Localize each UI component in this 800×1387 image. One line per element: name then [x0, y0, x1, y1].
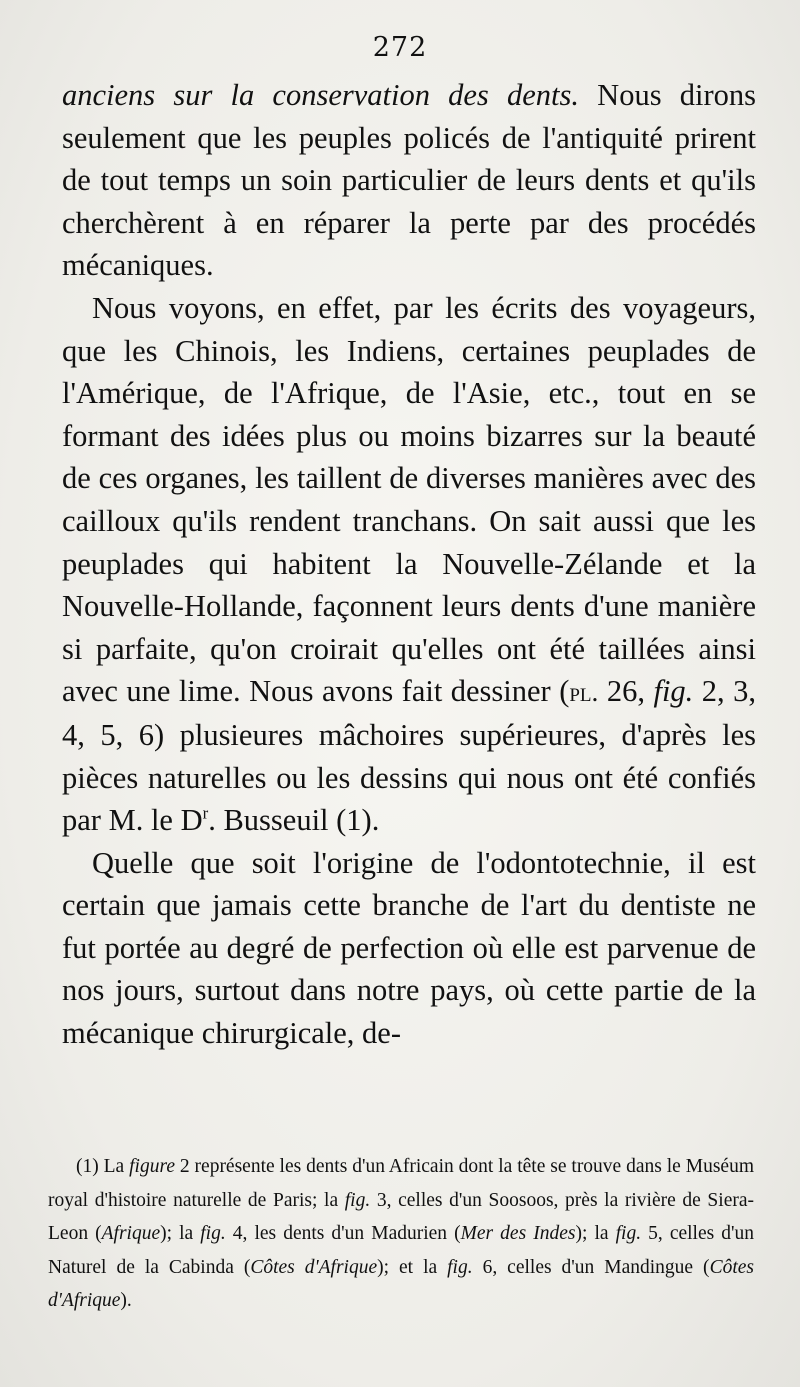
text-span: r [202, 803, 209, 823]
text-span: fig. [653, 674, 694, 709]
text-span: ); et la [377, 1256, 448, 1278]
text-span: Nous voyons, en effet, par les écrits des voyageurs, que les Chinois, les Indiens, certaines peuplades de l'Amérique, de l'Afrique, de l'Asie, etc., tout en se formant des idées plus ou moins bizarres sur la beauté de ces organes, les taillent de diverses manières avec des cailloux qu'ils rendent tranchans. On sait aussi que les peuplades qui habitent la Nouvelle-Zélande et la Nouvelle-Hollande, façonnent leurs dents d'une manière si parfaite, qu'on croirait qu'elles ont été taillées ainsi avec une lime. Nous avons fait dessiner ( [62, 290, 756, 709]
text-span: (1) La [76, 1156, 130, 1177]
text-span: ); la [575, 1223, 616, 1244]
text-span: 4, les dents d'un Madurien ( [225, 1223, 461, 1244]
text-span: anciens sur la conservation des dents. [62, 78, 579, 112]
text-span: Quelle que soit l'origine de l'odontotechnie, il est certain que jamais cette branche de l'art du dentiste ne fut portée au degré de perfection où elle est parvenue de nos jours, surtout dans notre pays, où cette partie de la mécanique chirurgicale, de- [62, 845, 756, 1051]
text-span: pl. [569, 677, 599, 708]
text-span: ); la [160, 1223, 201, 1244]
paragraph-3 [62, 842, 756, 1055]
body-text [62, 74, 756, 1055]
page-number: 272 [372, 32, 428, 63]
text-span: fig. [447, 1256, 473, 1278]
text-span: ). [120, 1290, 132, 1311]
text-span: fig. [200, 1223, 226, 1244]
text-span: Nous dirons seulement que les peuples policés de l'antiquité prirent de tout temps un soin particulier de leurs dents et qu'ils cherchèrent à en réparer la perte par des procédés mécaniques. [62, 78, 756, 283]
text-span: Côtes d'Afrique [250, 1256, 378, 1278]
text-span: 3, celles d'un Soosoos, près la rivière de Siera-Leon ( [48, 1189, 754, 1244]
paragraph-1 [62, 74, 756, 287]
text-span: Afrique [101, 1223, 161, 1244]
text-span: 6, celles d'un Mandingue ( [472, 1256, 710, 1278]
text-span: Mer des Indes [460, 1223, 576, 1244]
text-span: 26, [598, 674, 654, 709]
text-span: fig. [344, 1189, 371, 1211]
footnotes [48, 1150, 754, 1318]
text-span: 5, celles d'un Naturel de la Cabinda ( [48, 1223, 755, 1278]
paragraph-2 [62, 287, 756, 842]
text-span: . Busseuil (1). [208, 803, 380, 838]
footnote-1 [48, 1150, 754, 1318]
text-span: 2, 3, 4, 5, 6) plusieures mâchoires supérieures, d'après les pièces naturelles ou les dessins qui nous ont été confiés par M. le D [62, 674, 757, 838]
text-span: figure [129, 1156, 175, 1177]
text-span: Côtes d'Afrique [48, 1256, 754, 1311]
text-span: 2 représente les dents d'un Africain dont la tête se trouve dans le Muséum royal d'histoire naturelle de Paris; la [48, 1156, 754, 1211]
text-span: fig. [615, 1223, 642, 1244]
